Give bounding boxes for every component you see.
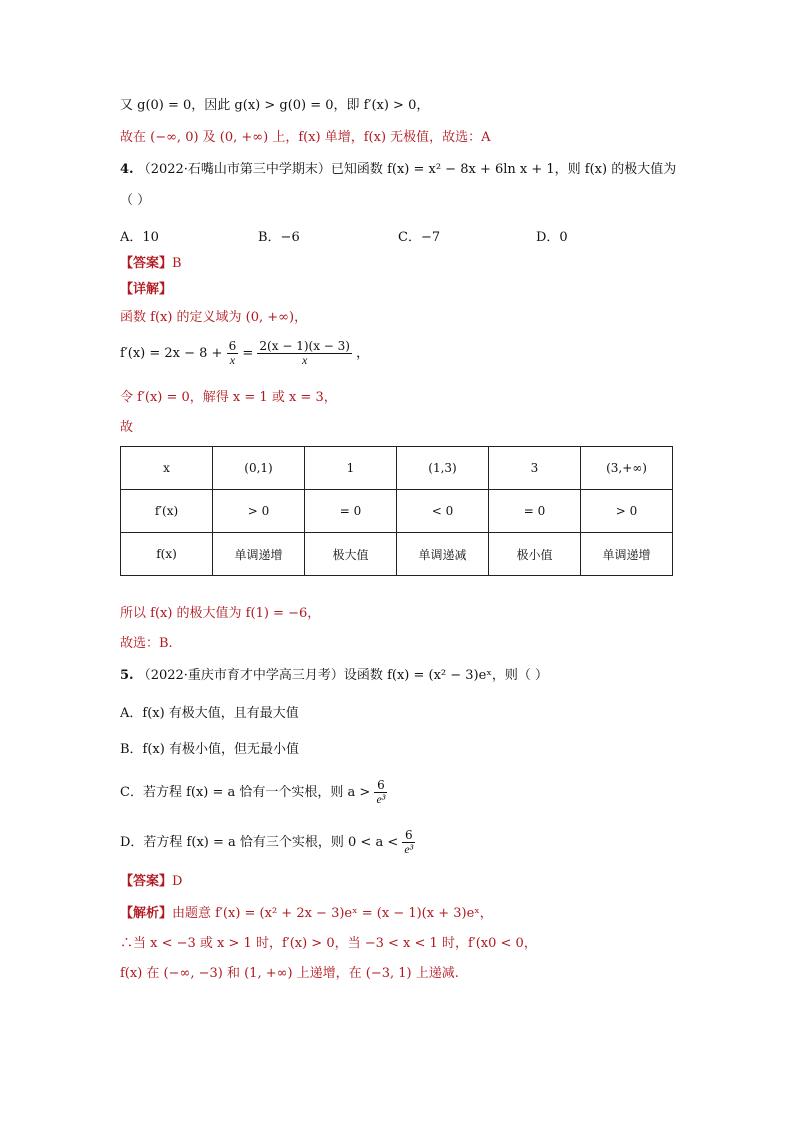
q4-question-text: （2022·石嘴山市第三中学期末）已知函数 f(x) = x² − 8x + 6ln x + 1，则 f(x) 的极大值为 [137, 162, 677, 177]
q4-option-c: C．−7 [398, 230, 441, 245]
detail-line-1: 函数 f(x) 的定义域为 (0, +∞)， [120, 310, 308, 325]
q5-option-a: A．f(x) 有极大值，且有最大值 [120, 706, 299, 721]
q4-blank-paren: （ ） [120, 193, 151, 208]
detail-line-4: 故 [120, 420, 134, 435]
analysis-tag: 【解析】 [120, 906, 173, 921]
table-cell: f′(x) [121, 490, 213, 533]
fraction-numerator: 2(x − 1)(x − 3) [259, 339, 350, 353]
q5-answer [120, 872, 182, 892]
fraction-denominator: e³ [376, 792, 386, 806]
conclusion-line-1: 所以 f(x) 的极大值为 f(1) = −6， [120, 606, 321, 621]
q4-option-b: B．−6 [258, 230, 300, 245]
comma: ， [356, 346, 370, 361]
table-row [121, 533, 673, 576]
answer-tag: 【答案】 [120, 256, 173, 271]
q4-answer [120, 254, 182, 274]
table-cell: < 0 [397, 490, 489, 533]
q4-option-a: A．10 [120, 230, 159, 245]
fraction-numerator: 6 [402, 829, 415, 843]
fraction-factored [257, 340, 352, 367]
detail-line-3: 令 f′(x) = 0，解得 x = 1 或 x = 3， [120, 390, 337, 405]
option-d-text: D．若方程 f(x) = a 恰有三个实根，则 0 < a < [120, 835, 399, 850]
detail-derivative [120, 340, 369, 367]
fraction-denominator: x [229, 353, 236, 367]
fraction-denominator: e³ [404, 842, 414, 856]
q4-heading [120, 160, 676, 180]
table-cell: 单调递减 [397, 533, 489, 576]
q5-analysis-line-3: f(x) 在 (−∞, −3) 和 (1, +∞) 上递增，在 (−3, 1) 上递减. [120, 966, 459, 981]
derivative-left: f′(x) = 2x − 8 + [120, 346, 223, 361]
monotonicity-table [120, 446, 673, 576]
q5-option-c [120, 778, 387, 808]
option-c-text: C．若方程 f(x) = a 恰有一个实根，则 a > [120, 785, 371, 800]
table-cell: = 0 [489, 490, 581, 533]
table-cell: (1,3) [397, 447, 489, 490]
q5-option-d [120, 828, 415, 858]
equals-sign: = [242, 346, 254, 361]
q5-analysis-line-1 [120, 904, 493, 924]
table-cell: f(x) [121, 533, 213, 576]
q5-analysis-line-2: ∴当 x < −3 或 x > 1 时，f′(x) > 0，当 −3 < x < 1 时，f′(x0 < 0， [120, 936, 537, 951]
q4-number: 4. [120, 162, 134, 177]
q4-option-d: D．0 [536, 230, 568, 245]
table-cell: > 0 [213, 490, 305, 533]
table-cell: 单调递增 [213, 533, 305, 576]
table-cell: > 0 [581, 490, 673, 533]
q4-detail-tag: 【详解】 [120, 282, 173, 297]
q5-number: 5. [120, 668, 134, 683]
fraction-6-over-e3 [374, 779, 387, 806]
fraction-denominator: x [302, 353, 308, 367]
table-cell: 极大值 [305, 533, 397, 576]
fraction-numerator: 6 [374, 779, 387, 793]
table-cell: 3 [489, 447, 581, 490]
fraction-numerator: 6 [228, 339, 237, 353]
q5-question-text: （2022·重庆市育才中学高三月考）设函数 f(x) = (x² − 3)eˣ，则（ ） [137, 668, 548, 683]
q5-option-b: B．f(x) 有极小值，但无最小值 [120, 742, 299, 757]
fraction-6-over-e3 [402, 829, 415, 856]
answer-tag: 【答案】 [120, 874, 173, 889]
table-cell: (3,+∞) [581, 447, 673, 490]
answer-value: B [172, 256, 182, 271]
conclusion-line-2: 故选：B. [120, 636, 173, 651]
table-cell: (0,1) [213, 447, 305, 490]
q5-heading [120, 666, 548, 686]
answer-value: D [172, 874, 183, 889]
table-cell: x [121, 447, 213, 490]
analysis-text: 由题意 f′(x) = (x² + 2x − 3)eˣ = (x − 1)(x + 3)eˣ， [172, 906, 493, 921]
fraction-6-over-x [227, 340, 239, 367]
table-row [121, 447, 673, 490]
table-cell: 单调递增 [581, 533, 673, 576]
line-1: 又 g(0) = 0，因此 g(x) > g(0) = 0，即 f′(x) > 0， [120, 98, 430, 113]
table-row [121, 490, 673, 533]
table-cell: 极小值 [489, 533, 581, 576]
table-cell: 1 [305, 447, 397, 490]
table-cell: = 0 [305, 490, 397, 533]
line-2: 故在 (−∞, 0) 及 (0, +∞) 上，f(x) 单增，f(x) 无极值，故选：A [120, 130, 491, 145]
